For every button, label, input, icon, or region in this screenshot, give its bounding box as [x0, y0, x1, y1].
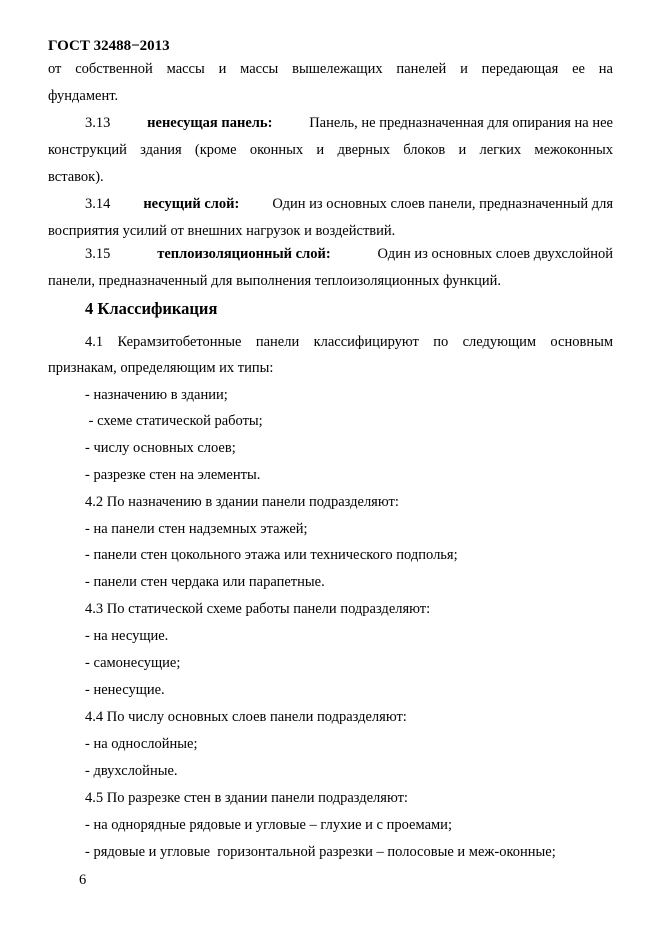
- list-item: - на несущие.: [85, 628, 169, 644]
- term: ненесущая панель:: [147, 115, 273, 131]
- paragraph-4-1: 4.1 Керамзитобетонные панели классифицируют по следующим основным: [85, 334, 613, 350]
- text-line: фундамент.: [48, 88, 119, 104]
- list-item: - панели стен цокольного этажа или технического подполья;: [85, 547, 458, 563]
- definition-text: Панель, не предназначенная для опирания на нее: [309, 115, 613, 131]
- term: несущий слой:: [143, 196, 240, 212]
- definition-text: Один из основных слоев двухслойной: [377, 246, 613, 262]
- text-line: вставок).: [48, 169, 104, 185]
- list-item: - на панели стен надземных этажей;: [85, 521, 308, 537]
- definition-3-15: [85, 245, 613, 263]
- text-line: конструкций здания (кроме оконных и дверных блоков и легких межоконных: [48, 142, 613, 158]
- text-line: панели, предназначенный для выполнения теплоизоляционных функций.: [48, 273, 502, 289]
- definition-3-14: [85, 195, 613, 213]
- text-line: от собственной массы и массы вышележащих панелей и передающая ее на: [48, 61, 613, 77]
- clause-number: 3.15: [85, 246, 111, 262]
- definition-3-13: [85, 114, 613, 132]
- list-item: - ненесущие.: [85, 682, 165, 698]
- list-item: - схеме статической работы;: [85, 413, 263, 429]
- list-item: - на однослойные;: [85, 736, 198, 752]
- paragraph-4-2: 4.2 По назначению в здании панели подразделяют:: [85, 494, 399, 510]
- paragraph-4-3: 4.3 По статической схеме работы панели подразделяют:: [85, 601, 431, 617]
- list-item: - назначению в здании;: [85, 387, 228, 403]
- page-number: 6: [79, 872, 87, 888]
- list-item: - рядовые и угловые горизонтальной разрезки ‒ полосовые и меж-оконные;: [85, 844, 556, 860]
- definition-text: Один из основных слоев панели, предназначенный для: [272, 196, 613, 212]
- clause-number: 3.13: [85, 115, 111, 131]
- list-item: - самонесущие;: [85, 655, 181, 671]
- list-item: - двухслойные.: [85, 763, 178, 779]
- paragraph-4-4: 4.4 По числу основных слоев панели подразделяют:: [85, 709, 407, 725]
- text-line: признакам, определяющим их типы:: [48, 360, 274, 376]
- list-item: - панели стен чердака или парапетные.: [85, 574, 325, 590]
- list-item: - числу основных слоев;: [85, 440, 236, 456]
- text-line: восприятия усилий от внешних нагрузок и воздействий.: [48, 223, 396, 239]
- document-code-header: ГОСТ 32488−2013: [48, 38, 170, 54]
- list-item: - разрезке стен на элементы.: [85, 467, 261, 483]
- section-heading: 4 Классификация: [85, 299, 218, 318]
- paragraph-4-5: 4.5 По разрезке стен в здании панели подразделяют:: [85, 790, 408, 806]
- list-item: - на однорядные рядовые и угловые ‒ глухие и с проемами;: [85, 817, 452, 833]
- term: теплоизоляционный слой:: [157, 246, 331, 262]
- clause-number: 3.14: [85, 196, 111, 212]
